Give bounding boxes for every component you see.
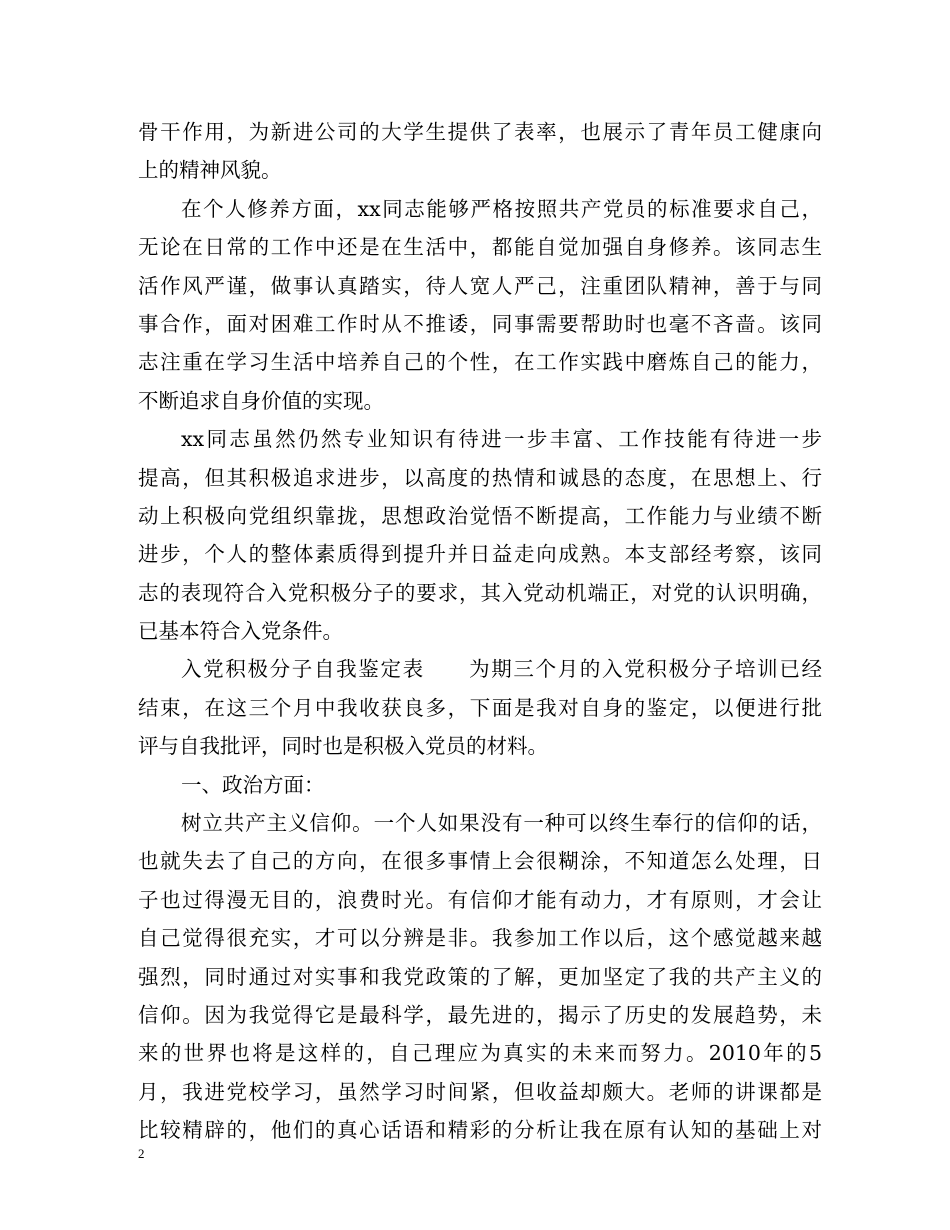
text-line: 进步，个人的整体素质得到提升并日益走向成熟。本支部经考察，该同: [138, 542, 822, 567]
text-line: 提高，但其积极追求进步，以高度的热情和诚恳的态度，在思想上、行: [138, 465, 822, 490]
text-line: 上的精神风貌。: [138, 158, 282, 183]
text-line: 月，我进党校学习，虽然学习时间紧，但收益却颇大。老师的讲课都是: [138, 1079, 822, 1104]
text-line: 结束，在这三个月中我收获良多，下面是我对自身的鉴定，以便进行批: [138, 695, 822, 720]
text-line: 也就失去了自己的方向，在很多事情上会很糊涂，不知道怎么处理，日: [138, 849, 822, 874]
text-line: 志注重在学习生活中培养自己的个性，在工作实践中磨炼自己的能力，: [138, 350, 822, 375]
text-line: 事合作，面对困难工作时从不推诿，同事需要帮助时也毫不吝啬。该同: [138, 311, 822, 336]
text-line: 来的世界也将是这样的，自己理应为真实的未来而努力。2010年的5: [138, 1041, 822, 1066]
text-line: 不断追求自身价值的实现。: [138, 388, 384, 413]
page-number: 2: [138, 1146, 145, 1161]
paragraph-first-line: 树立共产主义信仰。一个人如果没有一种可以终生奉行的信仰的话，: [181, 811, 822, 836]
text-line: 信仰。因为我觉得它是最科学，最先进的，揭示了历史的发展趋势，未: [138, 1002, 822, 1027]
text-line: 比较精辟的，他们的真心话语和精彩的分析让我在原有认知的基础上对: [138, 1118, 822, 1143]
text-line: 强烈，同时通过对实事和我党政策的了解，更加坚定了我的共产主义的: [138, 964, 822, 989]
text-line: 志的表现符合入党积极分子的要求，其入党动机端正，对党的认识明确，: [138, 580, 822, 605]
text-line: 评与自我批评，同时也是积极入党员的材料。: [138, 734, 548, 759]
text-line: 子也过得漫无目的，浪费时光。有信仰才能有动力，才有原则，才会让: [138, 887, 822, 912]
text-line: 自己觉得很充实，才可以分辨是非。我参加工作以后，这个感觉越来越: [138, 926, 822, 951]
paragraph-first-line: 在个人修养方面，xx同志能够严格按照共产党员的标准要求自己，: [181, 196, 822, 221]
text-line: 无论在日常的工作中还是在生活中，都能自觉加强自身修养。该同志生: [138, 235, 822, 260]
text-line: 已基本符合入党条件。: [138, 619, 343, 644]
text-line: 活作风严谨，做事认真踏实，待人宽人严己，注重团队精神，善于与同: [138, 273, 822, 298]
text-line: 动上积极向党组织靠拢，思想政治觉悟不断提高，工作能力与业绩不断: [138, 503, 822, 528]
text-line: 骨干作用，为新进公司的大学生提供了表率，也展示了青年员工健康向: [138, 120, 822, 144]
body-text: [138, 113, 822, 1150]
paragraph-first-line: xx同志虽然仍然专业知识有待进一步丰富、工作技能有待进一步: [181, 427, 822, 452]
paragraph-first-line: 入党积极分子自我鉴定表 为期三个月的入党积极分子培训已经: [181, 657, 822, 682]
section-heading: 一、政治方面：: [181, 772, 325, 797]
